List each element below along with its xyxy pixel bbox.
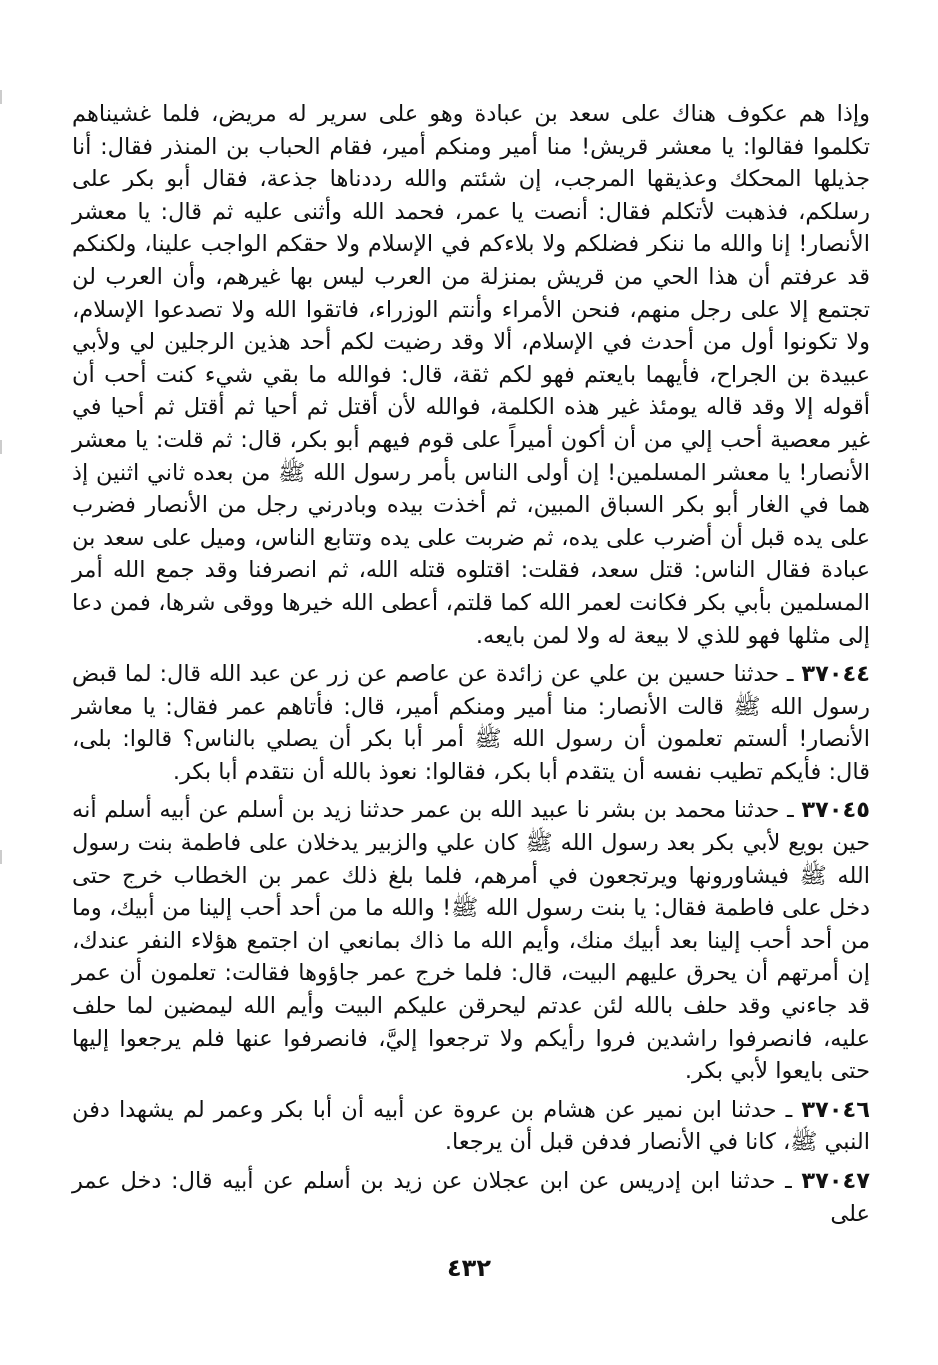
paragraph-continuation <box>72 98 870 652</box>
hadith-37044 <box>72 658 870 788</box>
hadith-37046 <box>72 1094 870 1159</box>
hadith-text: ـ حدثنا حسين بن علي عن زائدة عن عاصم عن زر عن عبد الله قال: لما قبض رسول الله ﷺ قالت الأنصار: منا أمير ومنكم أمير، قال: فأتاهم عمر فقال: يا معاشر الأنصار! ألستم تعلمون أن رسول الله ﷺ أمر أبا بكر أن يصلي بالناس؟ قالوا: بلى، قال: فأيكم تطيب نفسه أن يتقدم أبا بكر، فقالوا: نعوذ بالله أن نتقدم أبا بكر. <box>72 661 870 785</box>
page-number: ٤٣٢ <box>447 1254 491 1282</box>
page-body <box>72 98 870 1230</box>
hadith-number: ٣٧٠٤٥ <box>801 797 870 824</box>
hadith-number: ٣٧٠٤٦ <box>801 1096 870 1123</box>
hadith-number: ٣٧٠٤٤ <box>801 661 871 688</box>
hadith-number: ٣٧٠٤٧ <box>801 1168 871 1194</box>
scan-margin-mark <box>0 440 2 454</box>
hadith-37047 <box>72 1165 870 1230</box>
scan-margin-mark <box>0 850 2 864</box>
hadith-text: ـ حدثنا ابن نمير عن هشام بن عروة عن أبيه أن أبا بكر وعمر لم يشهدا دفن النبي ﷺ، كانا في الأنصار فدفن قبل أن يرجعا. <box>72 1096 870 1156</box>
hadith-text: ـ حدثنا ابن إدريس عن ابن عجلان عن زيد بن أسلم عن أبيه قال: دخل عمر على <box>72 1168 870 1227</box>
scan-margin-mark <box>0 90 2 104</box>
paragraph-text: وإذا هم عكوف هناك على سعد بن عبادة وهو على سرير له مريض، فلما غشيناهم تكلموا فقالوا: يا معشر قريش! منا أمير ومنكم أمير، فقام الحباب بن المنذر فقال: أنا جذيلها المحكك وعذيقها المرجب، إن شئتم والله رددناها جذعة، فقال أبو بكر على رسلكم، فذهبت لأتكلم فقال: أنصت يا عمر، فحمد الله وأثنى عليه ثم قال: يا معشر الأنصار! إنا والله ما ننكر فضلكم ولا بلاءكم في الإسلام ولا حقكم الواجب علينا، ولكنكم قد عرفتم أن هذا الحي من قريش بمنزلة من العرب ليس بها غيرهم، وأن العرب لن تجتمع إلا على رجل منهم، فنحن الأمراء وأنتم الوزراء، فاتقوا الله ولا تصدعوا الإسلام، ولا تكونوا أول من أحدث في الإسلام، ألا وقد رضيت لكم أحد هذين الرجلين لي ولأبي عبيدة بن الجراح، فأيهما بايعتم فهو لكم ثقة، قال: فوالله ما بقي شيء كنت أحب أن أقوله إلا وقد قاله يومئذ غير هذه الكلمة، فوالله لأن أقتل ثم أحيا ثم أقتل ثم أحيا في غير معصية أحب إلي من أن أكون أميراً على قوم فيهم أبو بكر، قال: ثم قلت: يا معشر الأنصار! يا معشر المسلمين! إن أولى الناس بأمر رسول الله ﷺ من بعده ثاني اثنين إذ هما في الغار أبو بكر السباق المبين، ثم أخذت بيده وبادرني رجل من الأنصار فضرب على يده قبل أن أضرب على يده، ثم ضربت على يده وتتابع الناس، وميل على سعد بن عبادة فقال الناس: قتل سعد، فقلت: اقتلوه قتله الله، ثم انصرفنا وقد جمع الله أمر المسلمين بأبي بكر فكانت لعمر الله كما قلتم، أعطى الله خيرها ووقى شرها، فمن دعا إلى مثلها فهو للذي لا بيعة له ولا لمن بايعه. <box>72 101 870 649</box>
hadith-37045 <box>72 794 870 1087</box>
hadith-text: ـ حدثنا محمد بن بشر نا عبيد الله بن عمر حدثنا زيد بن أسلم عن أبيه أسلم أنه حين بويع لأبي بكر بعد رسول الله ﷺ كان علي والزبير يدخلان على فاطمة بنت رسول الله ﷺ فيشاورونها ويرتجعون في أمرهم، فلما بلغ ذلك عمر بن الخطاب خرج حتى دخل على فاطمة فقال: يا بنت رسول الله ﷺ! والله ما من أحد أحب إلينا من أبيك، وما من أحد أحب إلينا بعد أبيك منك، وأيم الله ما ذاك بمانعي ان اجتمع هؤلاء النفر عندك، إن أمرتهم أن يحرق عليهم البيت، قال: فلما خرج عمر جاؤوها فقالت: تعلمون أن عمر قد جاءني وقد حلف بالله لئن عدتم ليحرقن عليكم البيت وأيم الله ليمضين لما حلف عليه، فانصرفوا راشدين فروا رأيكم ولا ترجعوا إليَّ، فانصرفوا عنها فلم يرجعوا إليها حتى بايعوا لأبي بكر. <box>72 797 870 1085</box>
